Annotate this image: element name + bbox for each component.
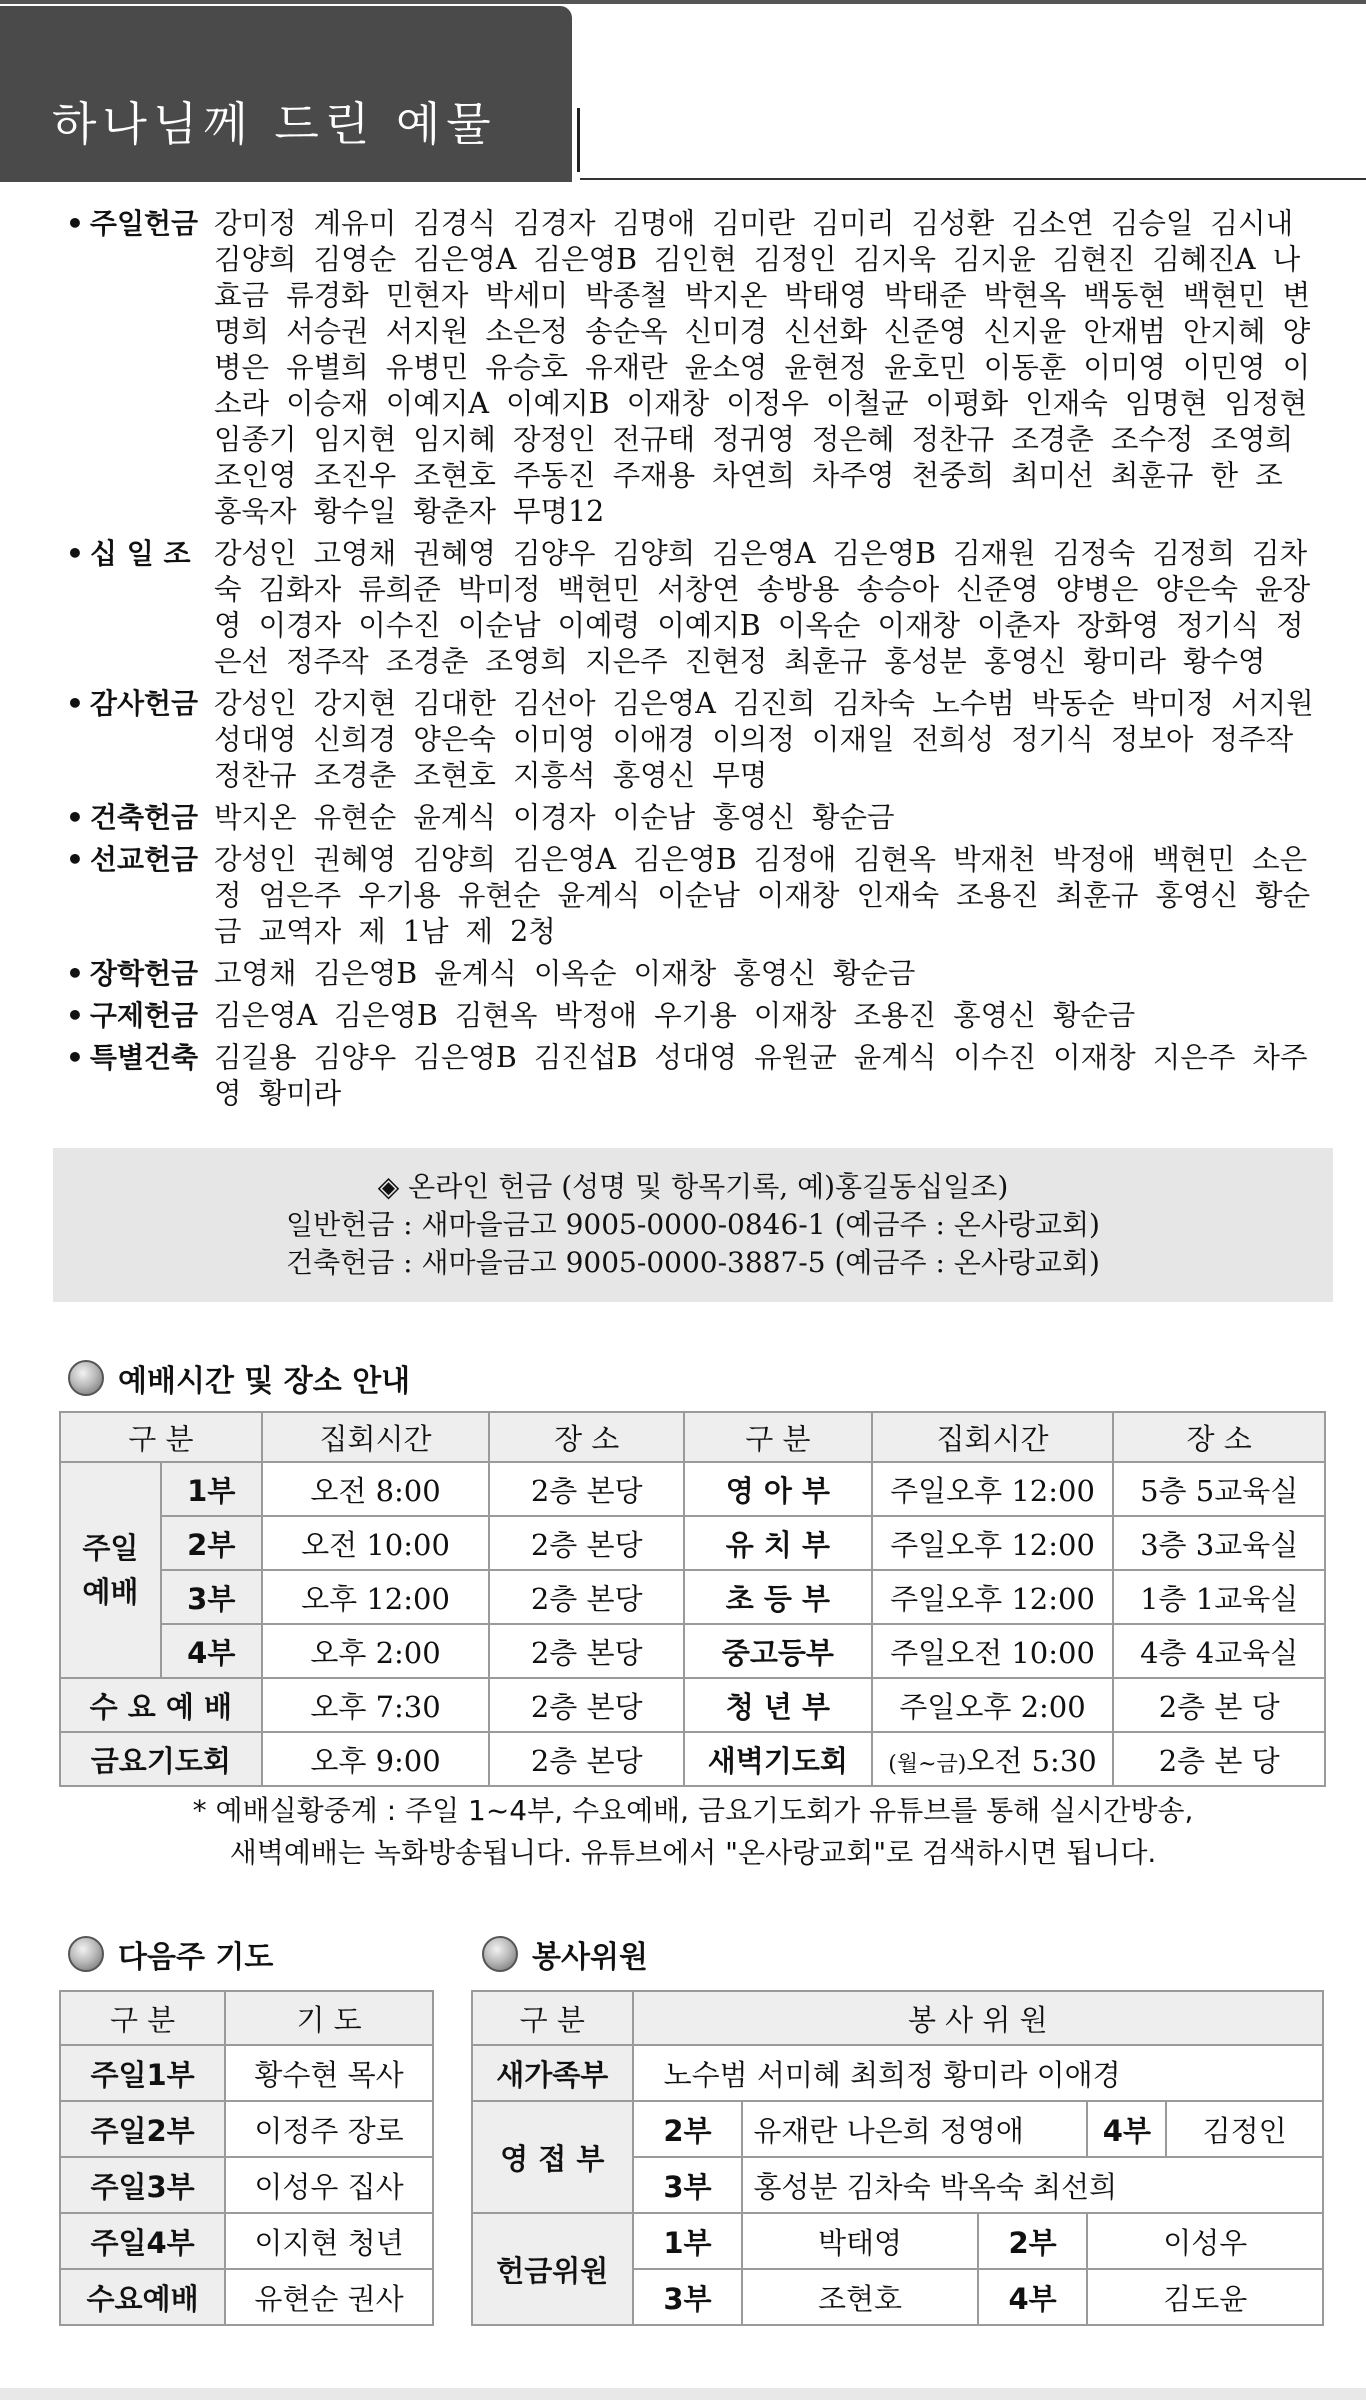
place-cell: 2층 본당 (489, 1462, 684, 1516)
part-cell: 1부 (161, 1462, 262, 1516)
place-cell: 2층 본 당 (1113, 1732, 1325, 1786)
committee-member: 박태영 (742, 2213, 977, 2269)
new-family-label: 새가족부 (472, 2045, 633, 2101)
place-cell: 2층 본 당 (1113, 1678, 1325, 1732)
prayer-leader: 이지현 청년 (225, 2213, 433, 2269)
table-row (60, 1462, 1325, 1516)
service-members-table (471, 1990, 1324, 2326)
time-cell: 주일오후 12:00 (872, 1462, 1114, 1516)
time-cell: 주일오후 12:00 (872, 1570, 1114, 1624)
offering-category (66, 1040, 1316, 1112)
offering-category (66, 536, 1316, 680)
bullet-icon: • (66, 843, 84, 876)
prayer-table (59, 1990, 434, 2326)
committee-member: 김도윤 (1087, 2269, 1323, 2325)
offering-category (66, 206, 1316, 530)
part-cell: 2부 (161, 1516, 262, 1570)
table-header-row (472, 1991, 1323, 2045)
offering-category (66, 800, 1316, 836)
header-cell: 집회시간 (262, 1412, 490, 1462)
bullet-icon: • (66, 957, 84, 990)
place-cell: 1층 1교육실 (1113, 1570, 1325, 1624)
table-row (472, 2101, 1323, 2157)
time-cell: 오후 2:00 (262, 1624, 490, 1678)
header-cell: 장 소 (1113, 1412, 1325, 1462)
category-names: 박지온 유현순 윤계식 이경자 이순남 홍영신 황순금 (214, 801, 895, 834)
new-family-members: 노수범 서미혜 최희정 황미라 이애경 (633, 2045, 1323, 2101)
online-offering-box (53, 1148, 1333, 1302)
category-names: 김은영A 김은영B 김현옥 박정애 우기용 이재창 조용진 홍영신 황순금 (214, 999, 1136, 1032)
note-line: 새벽예배는 녹화방송됩니다. 유튜브에서 "온사랑교회"로 검색하시면 됩니다. (229, 1836, 1157, 1869)
category-names: 김길용 김양우 김은영B 김진섭B 성대영 유원균 윤계식 이수진 이재창 지은주 차주영 황미라 (214, 1041, 1308, 1110)
part-cell: 3부 (161, 1570, 262, 1624)
time-cell: 주일오후 12:00 (872, 1516, 1114, 1570)
category-names: 강성인 고영채 권혜영 김양우 김양희 김은영A 김은영B 김재원 김정숙 김정희 김차숙 김화자 류희준 박미정 백현민 서창연 송방용 송승아 신준영 양병은 양은숙 윤장영 이경자 이수진 이순남 이예령 이예지B 이옥순 이재창 이춘자 장화영 정기식 정은선 정주작 조경춘 조영희 지은주 진현정 최훈규 홍성분 홍영신 황미라 황수영 (214, 537, 1311, 678)
title-divider-mark (577, 108, 580, 172)
reception-members: 유재란 나은희 정영애 (742, 2101, 1087, 2157)
worship-schedule-table (59, 1411, 1326, 1787)
time-cell (872, 1732, 1114, 1786)
header-cell: 봉 사 위 원 (633, 1991, 1323, 2045)
reception-members: 홍성분 김차숙 박옥숙 최선희 (742, 2157, 1323, 2213)
prayer-leader: 황수현 목사 (225, 2045, 433, 2101)
category-label: 주일헌금 (89, 207, 199, 240)
category-names: 강성인 권혜영 김양희 김은영A 김은영B 김정애 김현옥 박재천 박정애 백현민 소은정 엄은주 우기용 유현순 윤계식 이순남 이재창 인재숙 조용진 최훈규 홍영신 황순금 교역자 제 1남 제 2청 (214, 843, 1311, 948)
category-label: 장학헌금 (89, 957, 199, 990)
wednesday-worship-label: 수 요 예 배 (60, 1678, 262, 1732)
header-cell: 기 도 (225, 1991, 433, 2045)
place-cell: 2층 본당 (489, 1624, 684, 1678)
heading-text: 예배시간 및 장소 안내 (118, 1364, 411, 1399)
building-offering-account: 건축헌금 : 새마을금고 9005-0000-3887-5 (예금주 : 온사랑교회) (286, 1246, 1100, 1279)
worship-schedule-heading (68, 1356, 410, 1400)
header-cell: 구 분 (60, 1412, 262, 1462)
category-names: 강성인 강지현 김대한 김선아 김은영A 김진희 김차숙 노수범 박동순 박미정 서지원 성대영 신희경 양은숙 이미영 이애경 이의정 이재일 전희성 정기식 정보아 정주작 정찬규 조경춘 조현호 지흥석 홍영신 무명 (214, 687, 1314, 792)
header-cell: 장 소 (489, 1412, 684, 1462)
committee-member: 이성우 (1087, 2213, 1323, 2269)
bullet-icon: • (66, 999, 84, 1032)
time-cell: 주일오후 2:00 (872, 1678, 1114, 1732)
time-cell: 오전 10:00 (262, 1516, 490, 1570)
place-cell: 2층 본당 (489, 1732, 684, 1786)
table-header-row (60, 1412, 1325, 1462)
place-cell: 2층 본당 (489, 1570, 684, 1624)
category-label: 구제헌금 (89, 999, 199, 1032)
table-row (472, 2213, 1323, 2269)
table-row (472, 2045, 1323, 2101)
part-cell: 4부 (978, 2269, 1088, 2325)
offering-committee-label: 헌금위원 (472, 2213, 633, 2325)
circle-bullet-icon (482, 1936, 518, 1972)
reception-members: 김정인 (1166, 2101, 1323, 2157)
table-row (60, 2269, 433, 2325)
service-label: 주일3부 (60, 2157, 225, 2213)
time-cell: 오전 8:00 (262, 1462, 490, 1516)
page-title: 하나님께 드린 예물 (52, 97, 497, 151)
group-cell: 유 치 부 (684, 1516, 872, 1570)
reception-label: 영 접 부 (472, 2101, 633, 2213)
header-cell: 구 분 (684, 1412, 872, 1462)
offering-category (66, 842, 1316, 950)
group-cell: 중고등부 (684, 1624, 872, 1678)
bullet-icon: • (66, 1041, 84, 1074)
prayer-leader: 이성우 집사 (225, 2157, 433, 2213)
place-cell: 2층 본당 (489, 1516, 684, 1570)
time-cell: 오후 9:00 (262, 1732, 490, 1786)
table-header-row (60, 1991, 433, 2045)
table-row (60, 2213, 433, 2269)
category-label: 십 일 조 (89, 537, 191, 570)
header-cell: 집회시간 (872, 1412, 1114, 1462)
online-offering-title: ◈ 온라인 헌금 (성명 및 항목기록, 예)홍길동십일조) (377, 1170, 1009, 1203)
table-row (60, 1516, 1325, 1570)
note-line: * 예배실황중계 : 주일 1~4부, 수요예배, 금요기도회가 유튜브를 통해 실시간방송, (192, 1794, 1194, 1827)
offering-category (66, 998, 1316, 1034)
circle-bullet-icon (68, 1936, 104, 1972)
weekday-range: (월~금) (888, 1751, 967, 1777)
part-cell: 2부 (633, 2101, 743, 2157)
category-names: 강미정 계유미 김경식 김경자 김명애 김미란 김미리 김성환 김소연 김승일 김시내 김양희 김영순 김은영A 김은영B 김인현 김정인 김지욱 김지윤 김현진 김혜진A 나효금 류경화 민현자 박세미 박종철 박지온 박태영 박태준 박현옥 백동현 백현민 변명희 서승권 서지원 소은정 송순옥 신미경 신선화 신준영 신지윤 안재범 안지혜 양병은 유별희 유병민 유승호 유재란 윤소영 윤현정 윤호민 이동훈 이미영 이민영 이소라 이승재 이예지A 이예지B 이재창 이정우 이철균 이평화 인재숙 임명현 임정현 임종기 임지현 임지혜 장정인 전규태 정귀영 정은혜 정찬규 조경춘 조수정 조영희 조인영 조진우 조현호 주동진 주재용 차연희 차주영 천중희 최미선 최훈규 한 조 홍욱자 황수일 황춘자 무명12 (214, 207, 1311, 528)
part-cell: 3부 (633, 2269, 743, 2325)
table-row (60, 2157, 433, 2213)
place-cell: 3층 3교육실 (1113, 1516, 1325, 1570)
table-row (60, 1732, 1325, 1786)
category-names: 고영채 김은영B 윤계식 이옥순 이재창 홍영신 황순금 (214, 957, 916, 990)
category-label: 선교헌금 (89, 843, 199, 876)
service-label: 주일4부 (60, 2213, 225, 2269)
time-cell: 오후 7:30 (262, 1678, 490, 1732)
place-cell: 5층 5교육실 (1113, 1462, 1325, 1516)
group-cell: 영 아 부 (684, 1462, 872, 1516)
group-cell: 청 년 부 (684, 1678, 872, 1732)
bottom-bar (0, 2388, 1366, 2400)
general-offering-account: 일반헌금 : 새마을금고 9005-0000-0846-1 (예금주 : 온사랑교회) (286, 1208, 1100, 1241)
part-cell: 4부 (161, 1624, 262, 1678)
section-title-tab (0, 6, 572, 182)
part-cell: 1부 (633, 2213, 743, 2269)
place-cell: 4층 4교육실 (1113, 1624, 1325, 1678)
part-cell: 2부 (978, 2213, 1088, 2269)
table-row (60, 1624, 1325, 1678)
offering-category (66, 956, 1316, 992)
prayer-heading (68, 1932, 273, 1976)
prayer-leader: 유현순 권사 (225, 2269, 433, 2325)
service-members-heading (482, 1932, 648, 1976)
heading-text: 봉사위원 (532, 1940, 648, 1975)
category-label: 특별건축 (89, 1041, 199, 1074)
time-cell: 오후 12:00 (262, 1570, 490, 1624)
part-cell: 4부 (1087, 2101, 1166, 2157)
part-cell: 3부 (633, 2157, 743, 2213)
service-label: 수요예배 (60, 2269, 225, 2325)
bullet-icon: • (66, 801, 84, 834)
heading-text: 다음주 기도 (118, 1940, 274, 1975)
service-label: 주일2부 (60, 2101, 225, 2157)
table-row (60, 1678, 1325, 1732)
bullet-icon: • (66, 537, 84, 570)
header-cell: 구 분 (472, 1991, 633, 2045)
prayer-leader: 이정주 장로 (225, 2101, 433, 2157)
circle-bullet-icon (68, 1360, 104, 1396)
broadcast-note (53, 1790, 1333, 1874)
table-row (60, 2101, 433, 2157)
service-label: 주일1부 (60, 2045, 225, 2101)
bullet-icon: • (66, 207, 84, 240)
committee-member: 조현호 (742, 2269, 977, 2325)
category-label: 건축헌금 (89, 801, 199, 834)
offering-category (66, 686, 1316, 794)
group-cell: 초 등 부 (684, 1570, 872, 1624)
place-cell: 2층 본당 (489, 1678, 684, 1732)
header-cell: 구 분 (60, 1991, 225, 2045)
friday-prayer-label: 금요기도회 (60, 1732, 262, 1786)
top-rule (0, 0, 1366, 4)
sunday-worship-label: 주일 예배 (60, 1462, 161, 1678)
table-row (60, 1570, 1325, 1624)
category-label: 감사헌금 (89, 687, 199, 720)
time-cell: 주일오전 10:00 (872, 1624, 1114, 1678)
dawn-time: 오전 5:30 (966, 1743, 1097, 1778)
offering-list (66, 206, 1316, 1118)
group-cell: 새벽기도회 (684, 1732, 872, 1786)
title-underline (580, 178, 1366, 180)
bullet-icon: • (66, 687, 84, 720)
table-row (60, 2045, 433, 2101)
